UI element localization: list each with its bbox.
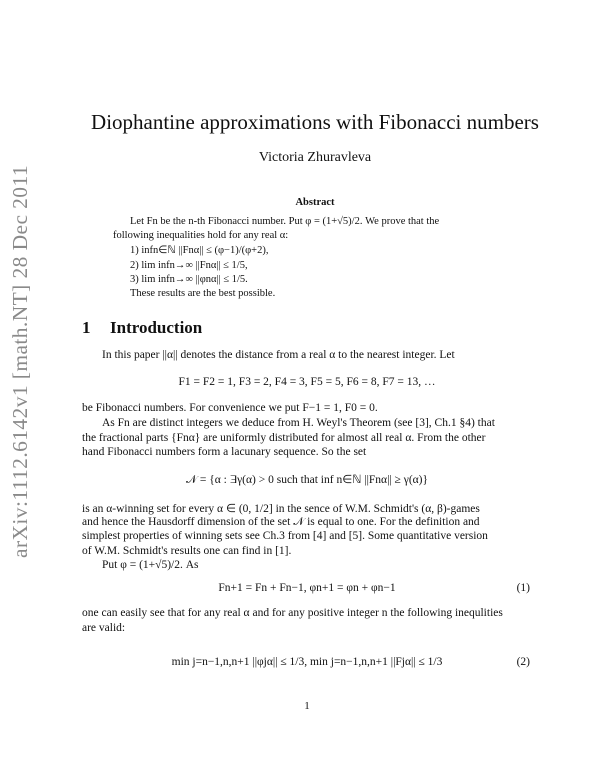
paragraph-line: simplest properties of winning sets see Ch.3 from [4] and [5]. Some quantitative version	[82, 530, 488, 542]
abstract-line: These results are the best possible.	[130, 288, 276, 299]
abstract-line: 3) lim infn→∞ ||φnα|| ≤ 1/5.	[130, 274, 248, 285]
paragraph-line: are valid:	[82, 622, 126, 634]
arxiv-stamp: arXiv:1112.6142v1 [math.NT] 28 Dec 2011	[8, 165, 32, 558]
paragraph-line: As Fn are distinct integers we deduce from H. Weyl's Theorem (see [3], Ch.1 §4) that	[102, 417, 495, 429]
abstract-line: 1) infn∈ℕ ||Fnα|| ≤ (φ−1)/(φ+2),	[130, 245, 269, 256]
equation-1: Fn+1 = Fn + Fn−1, φn+1 = φn + φn−1	[218, 582, 396, 594]
equation-2: min j=n−1,n,n+1 ||φjα|| ≤ 1/3, min j=n−1,n,n+1 ||Fjα|| ≤ 1/3	[171, 656, 443, 668]
equation-1-label: (1)	[516, 582, 530, 594]
paragraph-line: the fractional parts {Fnα} are uniformly distributed for almost all real α. From the other	[82, 432, 486, 444]
abstract-line: 2) lim infn→∞ ||Fnα|| ≤ 1/5,	[130, 260, 248, 271]
author: Victoria Zhuravleva	[258, 150, 372, 165]
equation-set: 𝒩 = {α : ∃γ(α) > 0 such that inf n∈ℕ ||Fnα|| ≥ γ(α)}	[185, 474, 429, 486]
paragraph-line: and hence the Hausdorff dimension of the set 𝒩 is equal to one. For the definition and	[82, 516, 480, 528]
page-number: 1	[304, 700, 310, 712]
paragraph-line: of W.M. Schmidt's results one can find in [1].	[82, 545, 292, 557]
abstract-line: following inequalities hold for any real α:	[113, 230, 289, 241]
abstract-heading: Abstract	[295, 197, 335, 208]
equation-2-label: (2)	[516, 656, 530, 668]
paragraph: Put φ = (1+√5)/2. As	[102, 559, 199, 571]
paragraph: be Fibonacci numbers. For convenience we put F−1 = 1, F0 = 0.	[82, 402, 378, 414]
section-title: Introduction	[110, 318, 203, 337]
paragraph: In this paper ||α|| denotes the distance from a real α to the nearest integer. Let	[102, 349, 455, 361]
abstract-line: Let Fn be the n-th Fibonacci number. Put φ = (1+√5)/2. We prove that the	[130, 216, 440, 227]
paragraph-line: one can easily see that for any real α and for any positive integer n the following inequlities	[82, 607, 503, 619]
section-number: 1	[82, 318, 91, 337]
paragraph-line: is an α-winning set for every α ∈ (0, 1/2] in the sence of W.M. Schmidt's (α, β)-games	[82, 503, 480, 515]
paper-title: Diophantine approximations with Fibonacci numbers	[91, 110, 539, 134]
section-heading	[82, 318, 202, 338]
equation-fibonacci: F1 = F2 = 1, F3 = 2, F4 = 3, F5 = 5, F6 = 8, F7 = 13, …	[178, 376, 436, 388]
paragraph-line: hand Fibonacci numbers form a lacunary sequence. So the set	[82, 446, 367, 458]
